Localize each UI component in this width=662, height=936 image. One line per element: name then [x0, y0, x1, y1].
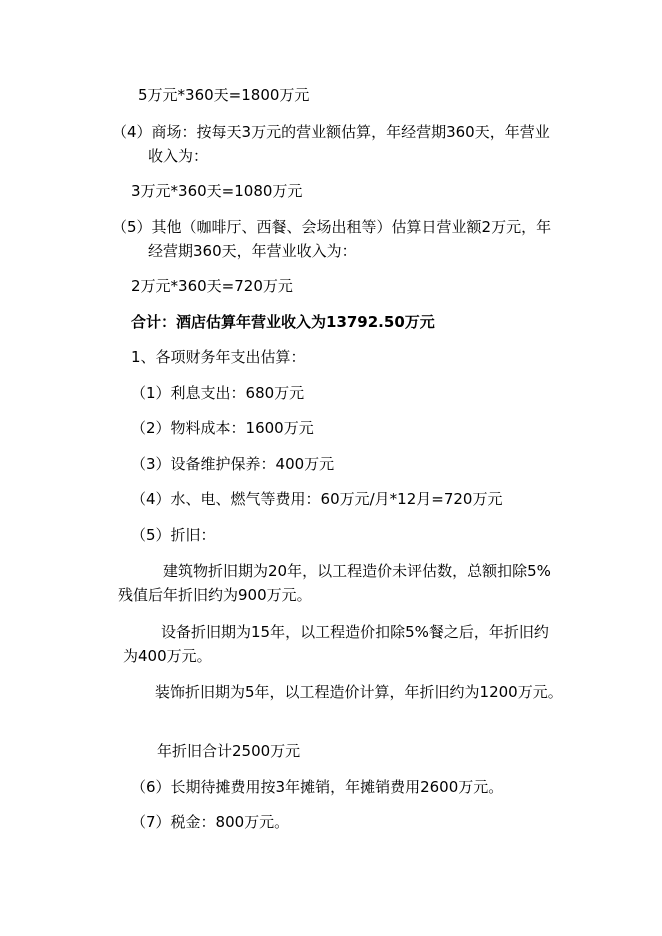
expense-maintenance: （3）设备维护保养：400万元	[131, 455, 335, 473]
expense-tax: （7）税金：800万元。	[131, 813, 290, 831]
calc-line-1080: 3万元*360天=1080万元	[131, 182, 303, 200]
item-mall-line1: （4）商场：按每天3万元的营业额估算，年经营期360天，年营业	[112, 123, 550, 141]
total-revenue: 合计：酒店估算年营业收入为13792.50万元	[131, 313, 435, 331]
expense-interest: （1）利息支出：680万元	[131, 384, 305, 402]
calc-line-720: 2万元*360天=720万元	[131, 277, 293, 295]
expense-heading: 1、各项财务年支出估算：	[131, 348, 306, 366]
item-other-line1: （5）其他（咖啡厅、西餐、会场出租等）估算日营业额2万元，年	[112, 218, 552, 236]
depreciation-building-line1: 建筑物折旧期为20年，以工程造价未评估数，总额扣除5%	[163, 562, 551, 580]
expense-materials: （2）物料成本：1600万元	[131, 419, 314, 437]
calc-line-1800: 5万元*360天=1800万元	[138, 86, 310, 104]
expense-amortization: （6）长期待摊费用按3年摊销，年摊销费用2600万元。	[131, 778, 504, 796]
depreciation-equipment-line1: 设备折旧期为15年，以工程造价扣除5%餐之后，年折旧约	[161, 623, 549, 641]
depreciation-equipment-line2: 为400万元。	[123, 647, 212, 665]
expense-utilities: （4）水、电、燃气等费用：60万元/月*12月=720万元	[131, 490, 503, 508]
depreciation-total: 年折旧合计2500万元	[157, 742, 301, 760]
depreciation-building-line2: 残值后年折旧约为900万元。	[118, 586, 312, 604]
depreciation-decoration: 装饰折旧期为5年，以工程造价计算，年折旧约为1200万元。	[155, 683, 563, 701]
expense-depreciation-heading: （5）折旧：	[131, 526, 216, 544]
item-mall-line2: 收入为：	[148, 147, 209, 165]
item-other-line2: 经营期360天，年营业收入为：	[148, 242, 357, 260]
